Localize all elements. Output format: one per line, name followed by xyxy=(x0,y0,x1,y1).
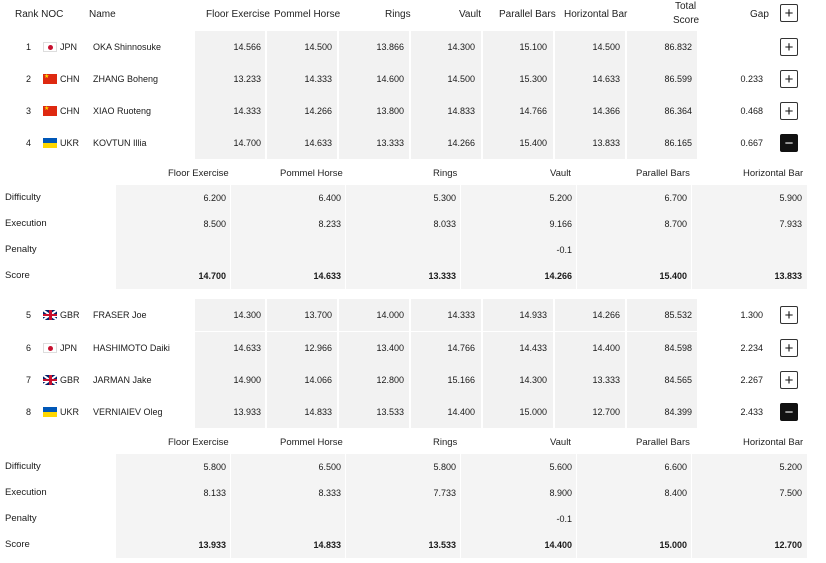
gbr-flag-icon xyxy=(43,310,57,320)
gap-cell: 2.234 xyxy=(740,343,763,353)
breakdown-value: 8.400 xyxy=(664,488,687,498)
breakdown-row-label: Execution xyxy=(5,218,47,229)
breakdown-row-label: Difficulty xyxy=(5,192,41,203)
breakdown-header xyxy=(0,429,826,457)
breakdown-row xyxy=(0,480,826,506)
header-rank-noc: Rank NOC xyxy=(15,9,64,20)
rank-cell: 7 xyxy=(26,375,32,385)
vt-score-cell: 14.266 xyxy=(447,138,475,148)
breakdown-value: 6.500 xyxy=(318,462,341,472)
breakdown-value: 14.700 xyxy=(198,271,226,281)
header-name: Name xyxy=(89,9,116,20)
total-score-cell: 86.165 xyxy=(664,138,692,148)
jpn-flag-icon xyxy=(43,343,57,353)
breakdown-header-cell: Parallel Bars xyxy=(636,168,690,179)
sr-score-cell: 14.000 xyxy=(376,310,404,320)
chn-flag-icon xyxy=(43,74,57,84)
breakdown-value: 5.600 xyxy=(549,462,572,472)
ph-score-cell: 12.966 xyxy=(304,343,332,353)
breakdown-row xyxy=(0,185,826,211)
hb-score-cell: 14.633 xyxy=(592,74,620,84)
ph-score-cell: 14.633 xyxy=(304,138,332,148)
gap-cell: 0.667 xyxy=(740,138,763,148)
breakdown-cell-background xyxy=(692,506,808,532)
breakdown-value: 5.200 xyxy=(779,462,802,472)
pb-score-cell: 15.000 xyxy=(519,407,547,417)
breakdown-value: -0.1 xyxy=(556,514,572,524)
breakdown-value: 5.200 xyxy=(549,193,572,203)
results-row[interactable] xyxy=(0,364,826,396)
rank-cell: 4 xyxy=(26,138,32,148)
hb-score-cell: 14.366 xyxy=(592,106,620,116)
sr-score-cell: 13.333 xyxy=(376,138,404,148)
expand-row-button[interactable]: + xyxy=(780,102,798,120)
breakdown-value: 6.600 xyxy=(664,462,687,472)
breakdown-value: 6.200 xyxy=(203,193,226,203)
header-floor-exercise: Floor Exercise xyxy=(206,9,270,20)
breakdown-value: 8.133 xyxy=(203,488,226,498)
breakdown-row xyxy=(0,237,826,263)
rank-cell: 5 xyxy=(26,310,32,320)
breakdown-value: 14.400 xyxy=(544,540,572,550)
fx-score-cell: 14.633 xyxy=(233,343,261,353)
sr-score-cell: 13.800 xyxy=(376,106,404,116)
ph-score-cell: 14.500 xyxy=(304,42,332,52)
fx-score-cell: 14.300 xyxy=(233,310,261,320)
breakdown-header-cell: Vault xyxy=(550,168,571,179)
breakdown-cell-background xyxy=(346,506,461,532)
total-score-cell: 86.364 xyxy=(664,106,692,116)
gap-cell: 1.300 xyxy=(740,310,763,320)
noc-cell: JPN xyxy=(60,42,78,52)
sr-score-cell: 14.600 xyxy=(376,74,404,84)
noc-cell: CHN xyxy=(60,106,80,116)
rank-cell: 8 xyxy=(26,407,32,417)
breakdown-header-cell: Pommel Horse xyxy=(280,168,343,179)
collapse-row-button[interactable]: − xyxy=(780,403,798,421)
ukr-flag-icon xyxy=(43,138,57,148)
breakdown-value: 8.500 xyxy=(203,219,226,229)
breakdown-value: 8.033 xyxy=(433,219,456,229)
chn-flag-icon xyxy=(43,106,57,116)
fx-score-cell: 14.700 xyxy=(233,138,261,148)
hb-score-cell: 13.833 xyxy=(592,138,620,148)
pb-score-cell: 14.300 xyxy=(519,375,547,385)
fx-score-cell: 14.333 xyxy=(233,106,261,116)
breakdown-cell-background xyxy=(577,506,692,532)
expand-row-button[interactable]: + xyxy=(780,38,798,56)
athlete-name-cell: ZHANG Boheng xyxy=(93,74,159,84)
vt-score-cell: 14.300 xyxy=(447,42,475,52)
total-score-cell: 84.598 xyxy=(664,343,692,353)
expand-row-button[interactable]: + xyxy=(780,371,798,389)
breakdown-value: 15.000 xyxy=(659,540,687,550)
breakdown-value: 14.633 xyxy=(313,271,341,281)
pb-score-cell: 14.766 xyxy=(519,106,547,116)
breakdown-header-cell: Pommel Horse xyxy=(280,437,343,448)
breakdown-header-cell: Parallel Bars xyxy=(636,437,690,448)
expand-all-button[interactable]: + xyxy=(780,4,798,22)
noc-cell: GBR xyxy=(60,375,80,385)
header-horizontal-bar: Horizontal Bar xyxy=(564,9,628,20)
gap-cell: 0.468 xyxy=(740,106,763,116)
breakdown-row xyxy=(0,454,826,480)
gap-cell: 0.233 xyxy=(740,74,763,84)
noc-cell: CHN xyxy=(60,74,80,84)
breakdown-header-cell: Rings xyxy=(433,437,458,448)
fx-score-cell: 14.566 xyxy=(233,42,261,52)
breakdown-value: 5.800 xyxy=(433,462,456,472)
breakdown-cell-background xyxy=(346,237,461,263)
header-pommel-horse: Pommel Horse xyxy=(274,9,341,20)
vt-score-cell: 14.833 xyxy=(447,106,475,116)
breakdown-row-label: Penalty xyxy=(5,513,37,524)
pb-score-cell: 14.933 xyxy=(519,310,547,320)
breakdown-row-label: Score xyxy=(5,270,30,281)
results-row[interactable] xyxy=(0,95,826,127)
ph-score-cell: 14.066 xyxy=(304,375,332,385)
breakdown-value: 14.266 xyxy=(544,271,572,281)
header-parallel-bars: Parallel Bars xyxy=(499,9,556,20)
vt-score-cell: 14.333 xyxy=(447,310,475,320)
breakdown-header-cell: Floor Exercise xyxy=(168,437,229,448)
breakdown-value: 6.400 xyxy=(318,193,341,203)
expand-row-button[interactable]: + xyxy=(780,339,798,357)
header-score: Score xyxy=(673,15,700,26)
vt-score-cell: 14.400 xyxy=(447,407,475,417)
breakdown-cell-background xyxy=(116,506,231,532)
vt-score-cell: 14.766 xyxy=(447,343,475,353)
rank-cell: 6 xyxy=(26,343,32,353)
pb-score-cell: 15.400 xyxy=(519,138,547,148)
header-gap: Gap xyxy=(750,9,769,20)
breakdown-header-cell: Rings xyxy=(433,168,458,179)
breakdown-row xyxy=(0,211,826,237)
breakdown-value: 13.333 xyxy=(428,271,456,281)
results-row[interactable] xyxy=(0,127,826,159)
breakdown-value: 12.700 xyxy=(774,540,802,550)
breakdown-value: 15.400 xyxy=(659,271,687,281)
gbr-flag-icon xyxy=(43,375,57,385)
athlete-name-cell: KOVTUN Illia xyxy=(93,138,147,148)
breakdown-header-cell: Horizontal Bar xyxy=(743,437,804,448)
pb-score-cell: 15.300 xyxy=(519,74,547,84)
breakdown-value: 6.700 xyxy=(664,193,687,203)
noc-cell: JPN xyxy=(60,343,78,353)
breakdown-header-cell: Vault xyxy=(550,437,571,448)
breakdown-cell-background xyxy=(231,506,346,532)
breakdown-value: 13.933 xyxy=(198,540,226,550)
breakdown-value: 5.900 xyxy=(779,193,802,203)
header-rings: Rings xyxy=(385,9,411,20)
athlete-name-cell: JARMAN Jake xyxy=(93,375,152,385)
total-score-cell: 85.532 xyxy=(664,310,692,320)
breakdown-header-cell: Floor Exercise xyxy=(168,168,229,179)
breakdown-cell-background xyxy=(116,237,231,263)
fx-score-cell: 14.900 xyxy=(233,375,261,385)
breakdown-value: 8.333 xyxy=(318,488,341,498)
sr-score-cell: 13.866 xyxy=(376,42,404,52)
breakdown-header-cell: Horizontal Bar xyxy=(743,168,804,179)
breakdown-value: 7.500 xyxy=(779,488,802,498)
breakdown-value: 8.700 xyxy=(664,219,687,229)
gap-cell xyxy=(703,31,763,63)
sr-score-cell: 12.800 xyxy=(376,375,404,385)
breakdown-value: 9.166 xyxy=(549,219,572,229)
athlete-name-cell: OKA Shinnosuke xyxy=(93,42,162,52)
rank-cell: 2 xyxy=(26,74,32,84)
breakdown-row xyxy=(0,532,826,558)
breakdown-value: 8.900 xyxy=(549,488,572,498)
gap-cell: 2.267 xyxy=(740,375,763,385)
breakdown-value: 5.300 xyxy=(433,193,456,203)
athlete-name-cell: VERNIAIEV Oleg xyxy=(93,407,163,417)
sr-score-cell: 13.400 xyxy=(376,343,404,353)
breakdown-value: 8.233 xyxy=(318,219,341,229)
expand-row-button[interactable]: + xyxy=(780,70,798,88)
sr-score-cell: 13.533 xyxy=(376,407,404,417)
noc-cell: UKR xyxy=(60,138,80,148)
rank-cell: 1 xyxy=(26,42,32,52)
noc-cell: GBR xyxy=(60,310,80,320)
rank-cell: 3 xyxy=(26,106,32,116)
header-total: Total xyxy=(675,1,697,12)
results-row[interactable] xyxy=(0,332,826,364)
ph-score-cell: 13.700 xyxy=(304,310,332,320)
breakdown-cell-background xyxy=(692,237,808,263)
results-row[interactable] xyxy=(0,396,826,428)
breakdown-cell-background xyxy=(231,237,346,263)
athlete-name-cell: XIAO Ruoteng xyxy=(93,106,152,116)
ph-score-cell: 14.333 xyxy=(304,74,332,84)
expand-row-button[interactable]: + xyxy=(780,306,798,324)
results-table-header xyxy=(0,0,826,30)
breakdown-row-label: Score xyxy=(5,539,30,550)
total-score-cell: 84.565 xyxy=(664,375,692,385)
hb-score-cell: 14.266 xyxy=(592,310,620,320)
pb-score-cell: 15.100 xyxy=(519,42,547,52)
pb-score-cell: 14.433 xyxy=(519,343,547,353)
hb-score-cell: 14.500 xyxy=(592,42,620,52)
breakdown-row-label: Difficulty xyxy=(5,461,41,472)
collapse-row-button[interactable]: − xyxy=(780,134,798,152)
breakdown-value: 14.833 xyxy=(313,540,341,550)
ph-score-cell: 14.833 xyxy=(304,407,332,417)
breakdown-row-label: Execution xyxy=(5,487,47,498)
breakdown-header xyxy=(0,160,826,188)
breakdown-row xyxy=(0,263,826,289)
breakdown-row-label: Penalty xyxy=(5,244,37,255)
jpn-flag-icon xyxy=(43,42,57,52)
breakdown-value: -0.1 xyxy=(556,245,572,255)
ukr-flag-icon xyxy=(43,407,57,417)
breakdown-value: 7.933 xyxy=(779,219,802,229)
results-row[interactable] xyxy=(0,63,826,95)
gap-cell: 2.433 xyxy=(740,407,763,417)
noc-cell: UKR xyxy=(60,407,80,417)
breakdown-row xyxy=(0,506,826,532)
hb-score-cell: 13.333 xyxy=(592,375,620,385)
results-row[interactable] xyxy=(0,31,826,63)
fx-score-cell: 13.933 xyxy=(233,407,261,417)
breakdown-value: 7.733 xyxy=(433,488,456,498)
athlete-name-cell: FRASER Joe xyxy=(93,310,147,320)
breakdown-value: 5.800 xyxy=(203,462,226,472)
breakdown-value: 13.833 xyxy=(774,271,802,281)
total-score-cell: 86.599 xyxy=(664,74,692,84)
ph-score-cell: 14.266 xyxy=(304,106,332,116)
results-row[interactable] xyxy=(0,299,826,331)
breakdown-cell-background xyxy=(577,237,692,263)
total-score-cell: 84.399 xyxy=(664,407,692,417)
hb-score-cell: 12.700 xyxy=(592,407,620,417)
vt-score-cell: 14.500 xyxy=(447,74,475,84)
fx-score-cell: 13.233 xyxy=(233,74,261,84)
vt-score-cell: 15.166 xyxy=(447,375,475,385)
breakdown-value: 13.533 xyxy=(428,540,456,550)
hb-score-cell: 14.400 xyxy=(592,343,620,353)
athlete-name-cell: HASHIMOTO Daiki xyxy=(93,343,170,353)
header-vault: Vault xyxy=(459,9,482,20)
total-score-cell: 86.832 xyxy=(664,42,692,52)
